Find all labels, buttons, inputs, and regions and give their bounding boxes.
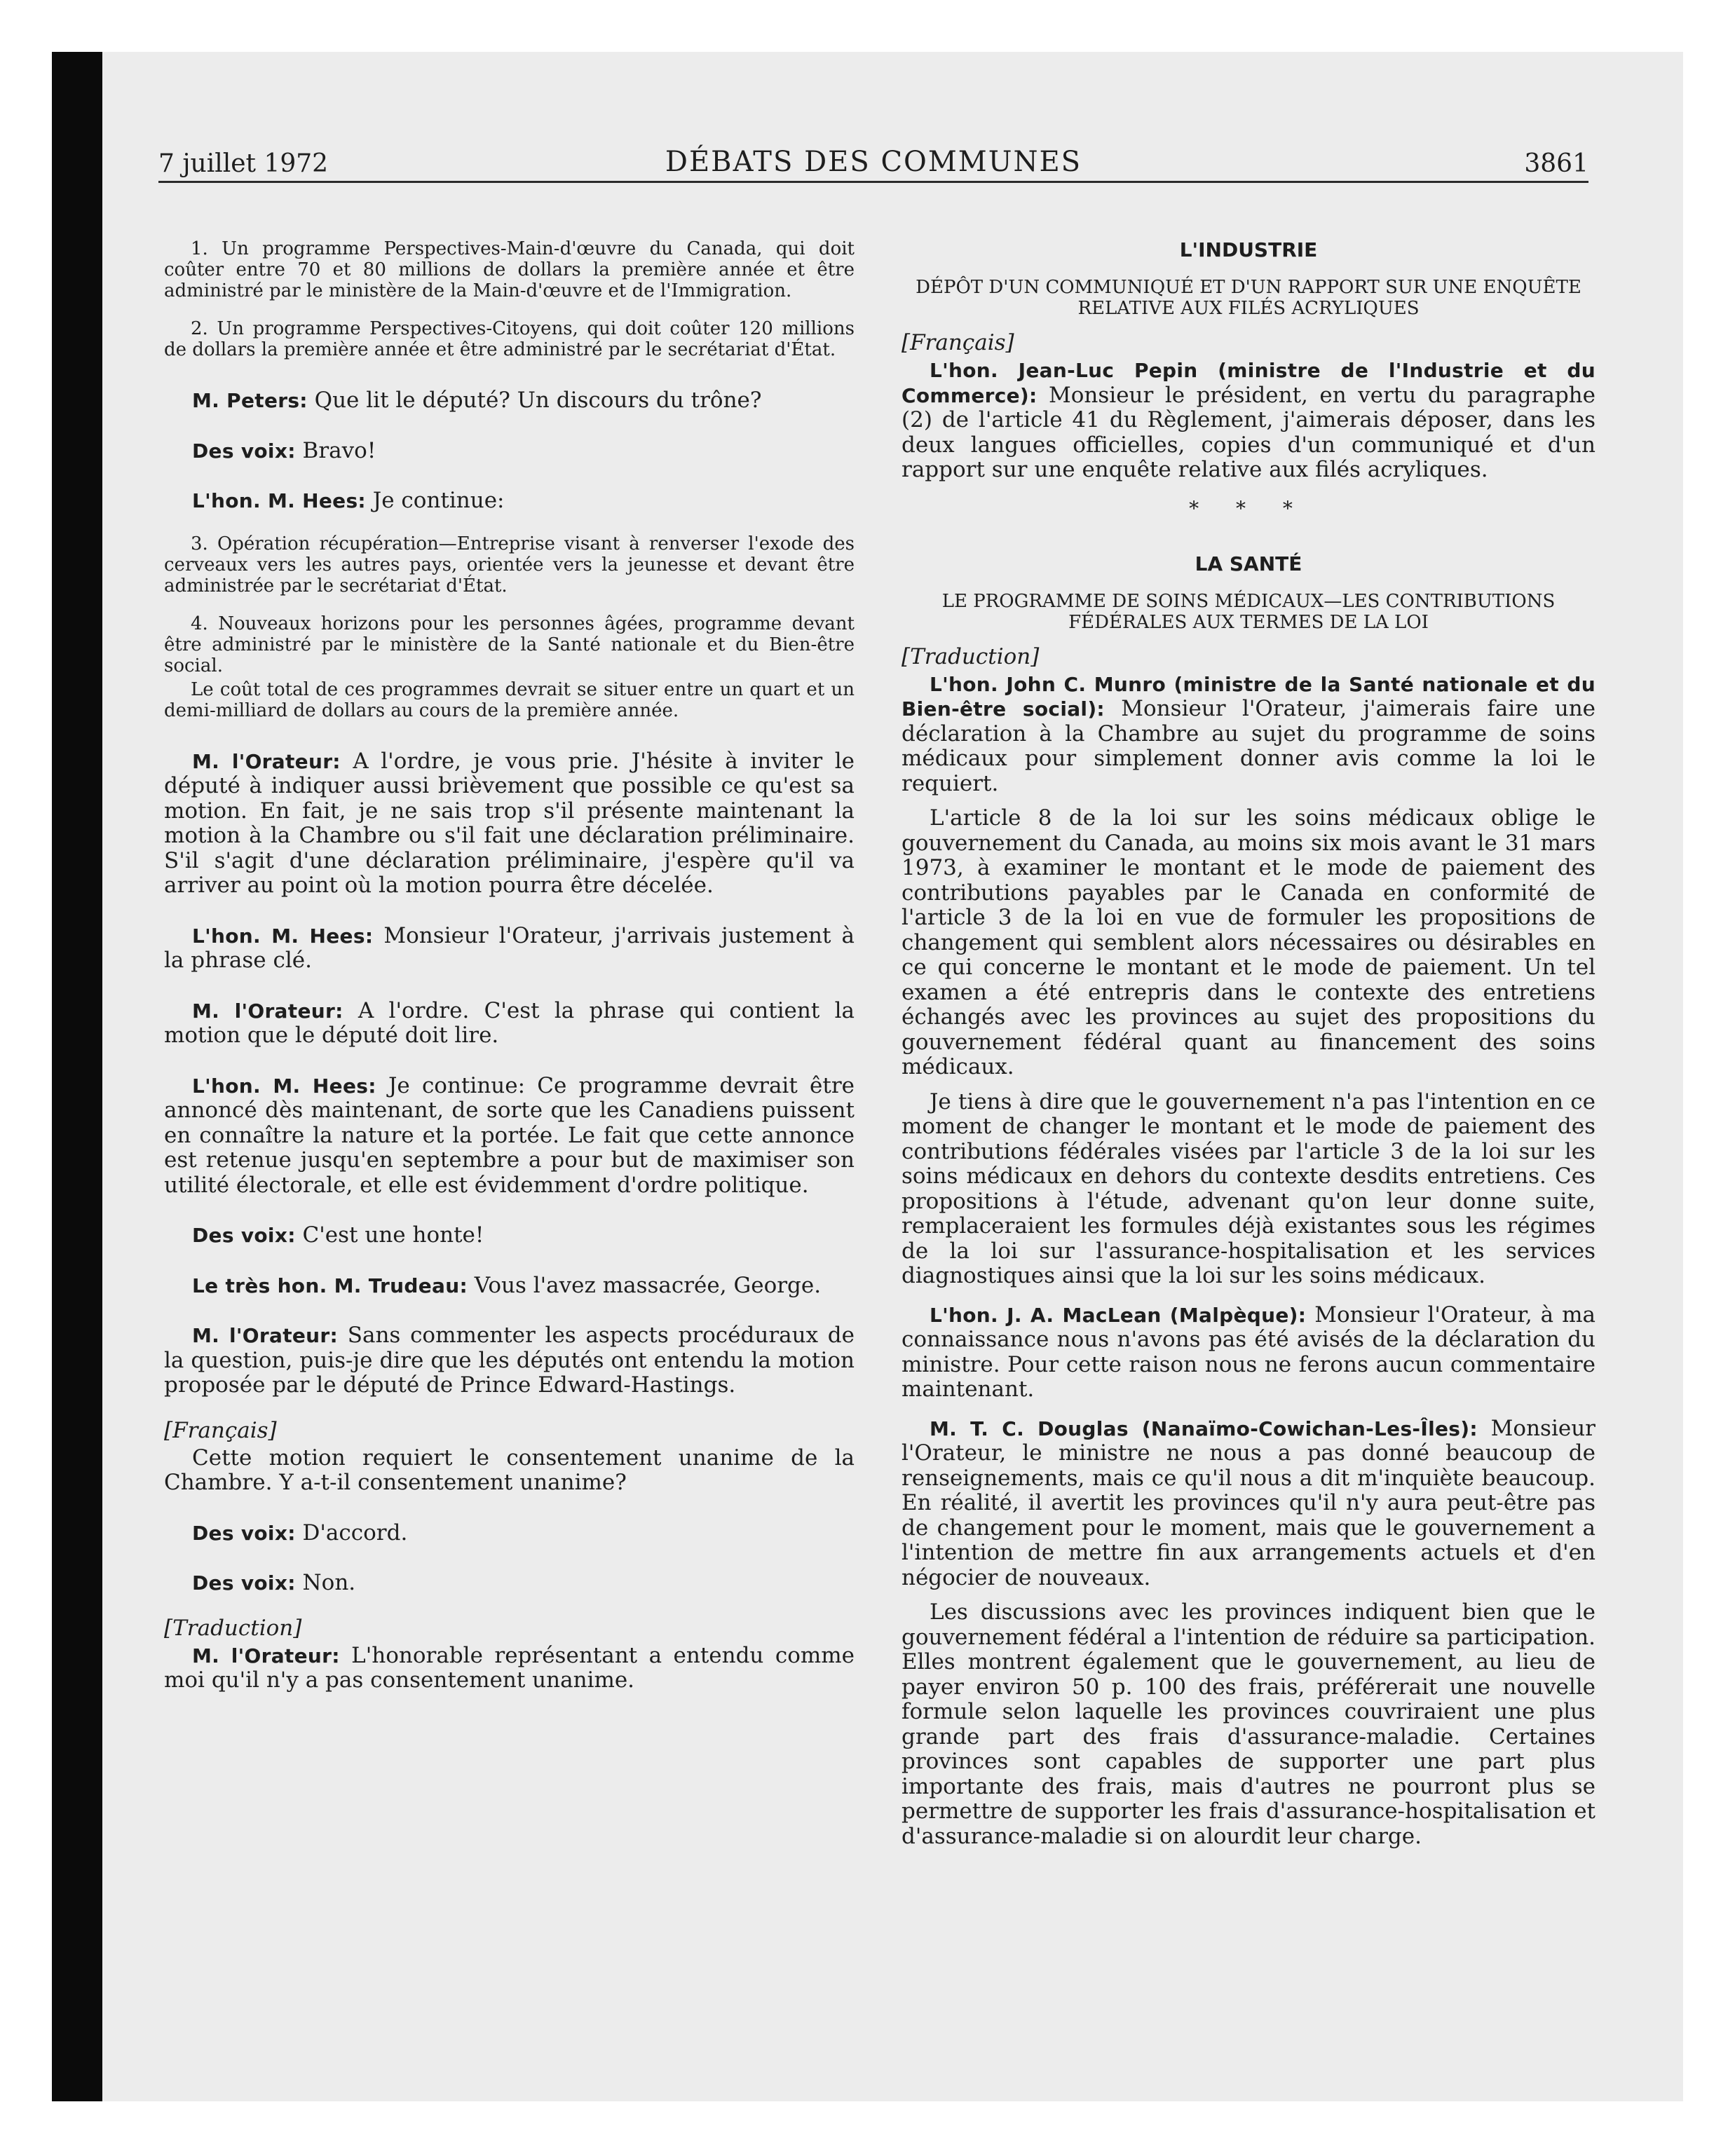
section-separator: * * * [1189,496,1308,520]
speech-text: Monsieur l'Orateur, à ma connaissance nous n'avons pas été avisés de la déclaration du ministre. Pour cette raison nous ne ferons aucun commentaire maintenant. [901,1302,1595,1402]
speech-paragraph [164,1223,855,1248]
speech-paragraph: Je tiens à dire que le gouvernement n'a pas l'intention en ce moment de changer le montant et le mode de paiement des contributions fédérales visées par l'article 3 de la loi sur les soins médicaux en dehors du contexte desdits entretiens. Ces propositions à l'étude, advenant qu'on leur donne suite, remplaceraient les formules déjà existantes sous les régimes de la loi sur l'assurance-hospitalisation et les services diagnostiques ainsi que la loi sur les soins médicaux. [901,1089,1595,1288]
section-heading: LA SANTÉ [1195,552,1302,575]
left-column [164,238,855,1693]
speaker-name: Des voix: [192,1224,296,1247]
speech-paragraph [164,1521,855,1546]
speech-paragraph [164,489,855,514]
speech-paragraph [164,749,855,899]
speech-text: Sans commenter les aspects procéduraux de la question, puis-je dire que les députés ont entendu la motion proposée par le député de Prince Edward-Hastings. [164,1323,855,1398]
section-heading: L'INDUSTRIE [1179,238,1318,261]
language-tag: [Français] [164,1417,277,1443]
speech-text: Que lit le député? Un discours du trône? [307,388,762,413]
speaker-name: M. T. C. Douglas (Nanaïmo-Cowichan-Les-Îles): [930,1417,1478,1440]
speaker-name: M. l'Orateur: [192,749,341,773]
speech-text: Je continue: [365,488,505,513]
speech-paragraph [164,1074,855,1199]
header-date: 7 juillet 1972 [158,149,329,178]
cost-paragraph: Le coût total de ces programmes devrait se situer entre un quart et un demi-milliard de dollars au cours de la première année. [164,678,855,721]
speech-paragraph [164,1644,855,1693]
speech-paragraph [164,439,855,464]
speech-text: L'honorable représentant a entendu comme moi qu'il n'y a pas consentement unanime. [164,1642,855,1693]
speech-text: A l'ordre, je vous prie. J'hésite à inviter le député à indiquer aussi brièvement que possible ce qu'est sa motion. En fait, je ne sais trop s'il présente maintenant la motion à la Chambre ou s'il fait une déclaration préliminaire. S'il s'agit d'une déclaration préliminaire, j'espère qu'il va arriver au point où la motion pourra être décelée. [164,748,855,898]
section-subheading: LE PROGRAMME DE SOINS MÉDICAUX—LES CONTRIBUTIONS FÉDÉRALES AUX TERMES DE LA LOI [941,590,1556,633]
speech-paragraph: Les discussions avec les provinces indiquent bien que le gouvernement fédéral a l'intention de réduire sa participation. Elles montrent également que le gouvernement, au lieu de payer environ 50 p. 100 des frais, préférerait une nouvelle formule selon laquelle les provinces couvriraient une plus grande part des frais d'assurance-maladie. Certaines provinces sont capables de supporter une part plus importante des frais, mais d'autres ne pourront plus se permettre de supporter les frais d'assurance-hospitalisation et d'assurance-maladie si on alourdit leur charge. [901,1599,1595,1849]
speech-paragraph [164,1323,855,1398]
speech-text: Je continue: Ce programme devrait être annoncé dès maintenant, de sorte que les Canadiens puissent en connaître la nature et la portée. Le fait que cette annonce est retenue jusqu'en septembre a pour but de maximiser son utilité électorale, et elle est évidemment d'ordre politique. [164,1072,855,1198]
speaker-name: Des voix: [192,1571,296,1595]
page-header [158,142,1588,183]
speech-paragraph: L'article 8 de la loi sur les soins médicaux oblige le gouvernement du Canada, au moins six mois avant le 31 mars 1973, à examiner le montant et le mode de paiement des contributions payables par le Canada en conformité de l'article 3 de la loi en vue de formuler les propositions de changement qui semblent alors nécessaires ou désirables en ce qui concerne le montant et le mode de paiement. Un tel examen a été entrepris dans le contexte des entretiens échangés avec les provinces au sujet des propositions du gouvernement fédéral quant au financement des soins médicaux. [901,805,1595,1079]
speech-paragraph [164,1274,855,1299]
speech-paragraph [901,672,1595,797]
speaker-name: L'hon. Jean-Luc Pepin (ministre de l'Industrie et du Commerce): [901,359,1595,407]
language-tag: [Français] [901,330,1014,355]
list-item: 4. Nouveaux horizons pour les personnes âgées, programme devant être administré par le ministère de la Santé nationale et du Bien-être social. [164,613,855,676]
speech-text: Vous l'avez massacrée, George. [467,1272,822,1298]
speech-paragraph [901,1417,1595,1591]
list-item: 1. Un programme Perspectives-Main-d'œuvre du Canada, qui doit coûter entre 70 et 80 millions de dollars la première année et être administré par le ministère de la Main-d'œuvre et de l'Immigration. [164,238,855,301]
speaker-name: L'hon. M. Hees: [192,924,374,948]
speech-paragraph [164,924,855,974]
speaker-name: L'hon. M. Hees: [192,489,366,512]
speech-text: Monsieur le président, en vertu du paragraphe (2) de l'article 41 du Règlement, j'aimerais déposer, dans les deux langues officielles, copies d'un communiqué et d'un rapport sur une enquête relative aux filés acryliques. [901,382,1595,482]
speech-text: D'accord. [295,1520,408,1546]
speech-paragraph [164,388,855,414]
language-tag: [Traduction] [164,1615,302,1641]
speaker-name: Le très hon. M. Trudeau: [192,1274,468,1297]
speech-text: Non. [295,1570,356,1595]
speech-paragraph [164,1571,855,1596]
speech-paragraph [901,1303,1595,1403]
speaker-name: M. l'Orateur: [192,1644,340,1667]
speech-text: C'est une honte! [295,1222,484,1248]
scan-black-margin [52,52,102,2101]
speech-text: Monsieur l'Orateur, j'aimerais faire une déclaration à la Chambre au sujet du programme de soins médicaux pour simplement donner avis comme la loi le requiert. [901,696,1596,796]
speech-paragraph [164,999,855,1049]
language-tag: [Traduction] [901,643,1040,669]
list-item: 2. Un programme Perspectives-Citoyens, qui doit coûter 120 millions de dollars la première année et être administré par le secrétariat d'État. [164,318,855,360]
speaker-name: L'hon. M. Hees: [192,1074,376,1098]
section-subheading: DÉPÔT D'UN COMMUNIQUÉ ET D'UN RAPPORT SUR UNE ENQUÊTE RELATIVE AUX FILÉS ACRYLIQUES [916,277,1581,319]
speaker-name: L'hon. John C. Munro (ministre de la Santé nationale et du Bien-être social): [901,672,1595,721]
speech-paragraph: Cette motion requiert le consentement unanime de la Chambre. Y a-t-il consentement unanime? [164,1445,855,1495]
right-column [901,238,1595,1849]
speaker-name: L'hon. J. A. MacLean (Malpèque): [930,1303,1307,1327]
speech-text: A l'ordre. C'est la phrase qui contient la motion que le député doit lire. [164,997,855,1048]
speech-text: Bravo! [295,437,376,463]
speaker-name: M. Peters: [192,389,308,412]
speaker-name: M. l'Orateur: [192,999,343,1023]
speech-text: Monsieur l'Orateur, le ministre ne nous a pas donné beaucoup de renseignements, mais ce qu'il nous a dit m'inquiète beaucoup. En réalité, il avertit les provinces qu'il n'y aura peut-être pas de changement pour le moment, mais que le gouvernement a l'intention de mettre fin aux arrangements actuels et d'en négocier de nouveaux. [901,1415,1595,1590]
speaker-name: Des voix: [192,439,296,463]
header-page-number: 3861 [1524,149,1588,178]
header-title: DÉBATS DES COMMUNES [665,146,1082,178]
speech-paragraph [901,358,1595,483]
speaker-name: Des voix: [192,1521,296,1545]
speaker-name: M. l'Orateur: [192,1324,339,1347]
document-page [102,52,1683,2101]
speech-text: Monsieur l'Orateur, j'arrivais justement à la phrase clé. [164,922,855,973]
list-item: 3. Opération récupération—Entreprise visant à renverser l'exode des cerveaux vers les autres pays, orientée vers la jeunesse et devant être administrée par le secrétariat d'État. [164,533,855,596]
